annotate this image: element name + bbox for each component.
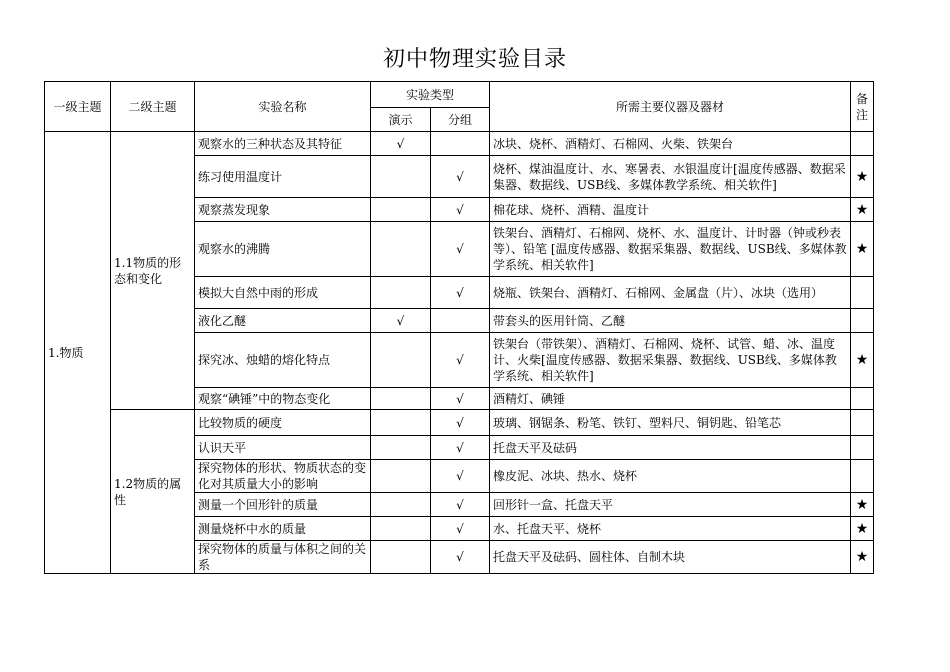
equipment-cell: 冰块、烧杯、酒精灯、石棉网、火柴、铁架台: [490, 132, 851, 156]
group-cell: √: [431, 436, 490, 460]
group-cell: √: [431, 517, 490, 541]
header-experiment-name: 实验名称: [195, 82, 371, 132]
experiment-name-cell: 观察“碘锤”中的物态变化: [195, 388, 371, 410]
demo-cell: [371, 410, 431, 436]
demo-cell: [371, 436, 431, 460]
group-cell: [431, 132, 490, 156]
header-level1: 一级主题: [45, 82, 111, 132]
demo-cell: [371, 541, 431, 574]
equipment-cell: 托盘天平及砝码: [490, 436, 851, 460]
note-star-cell: ★: [851, 198, 874, 222]
note-star-cell: ★: [851, 493, 874, 517]
demo-cell: [371, 493, 431, 517]
equipment-cell: 托盘天平及砝码、圆柱体、自制木块: [490, 541, 851, 574]
equipment-cell: 铁架台、酒精灯、石棉网、烧杯、水、温度计、计时器（钟或秒表等）、铅笔 [温度传感器、数据采集器、数据线、USB线、多媒体教学系统、相关软件]: [490, 222, 851, 277]
experiment-name-cell: 测量烧杯中水的质量: [195, 517, 371, 541]
demo-cell: [371, 333, 431, 388]
experiment-name-cell: 模拟大自然中雨的形成: [195, 277, 371, 309]
demo-cell: [371, 517, 431, 541]
equipment-cell: 玻璃、钢锯条、粉笔、铁钉、塑料尺、铜钥匙、铅笔芯: [490, 410, 851, 436]
experiment-name-cell: 观察水的三种状态及其特征: [195, 132, 371, 156]
note-star-cell: ★: [851, 517, 874, 541]
table-row: [45, 132, 874, 156]
equipment-cell: 烧杯、煤油温度计、水、寒暑表、水银温度计[温度传感器、数据采集器、数据线、USB线、多媒体教学系统、相关软件]: [490, 156, 851, 198]
demo-cell: [371, 198, 431, 222]
experiment-table: [44, 81, 874, 574]
experiment-name-cell: 探究冰、烛蜡的熔化特点: [195, 333, 371, 388]
experiment-name-cell: 探究物体的质量与体积之间的关系: [195, 541, 371, 574]
header-experiment-type: 实验类型: [371, 82, 490, 108]
table-row: [45, 410, 874, 436]
header-demo: 演示: [371, 108, 431, 132]
level2-topic-cell: 1.2物质的属性: [111, 410, 195, 574]
experiment-name-cell: 液化乙醚: [195, 309, 371, 333]
level2-topic-cell: 1.1物质的形态和变化: [111, 132, 195, 410]
note-star-cell: [851, 388, 874, 410]
equipment-cell: 回形针一盒、托盘天平: [490, 493, 851, 517]
header-equipment: 所需主要仪器及器材: [490, 82, 851, 132]
equipment-cell: 铁架台（带铁架）、酒精灯、石棉网、烧杯、试管、蜡、冰、温度计、火柴[温度传感器、数据采集器、数据线、USB线、多媒体教学系统、相关软件]: [490, 333, 851, 388]
group-cell: √: [431, 410, 490, 436]
equipment-cell: 酒精灯、碘锤: [490, 388, 851, 410]
group-cell: √: [431, 460, 490, 493]
note-star-cell: ★: [851, 222, 874, 277]
note-star-cell: [851, 277, 874, 309]
note-star-cell: [851, 436, 874, 460]
experiment-name-cell: 认识天平: [195, 436, 371, 460]
level1-topic-cell: 1.物质: [45, 132, 111, 574]
demo-cell: [371, 222, 431, 277]
experiment-name-cell: 探究物体的形状、物质状态的变化对其质量大小的影响: [195, 460, 371, 493]
demo-cell: [371, 277, 431, 309]
experiment-name-cell: 比较物质的硬度: [195, 410, 371, 436]
page-title: 初中物理实验目录: [382, 47, 567, 72]
group-cell: √: [431, 493, 490, 517]
header-note: 备注: [851, 82, 874, 132]
demo-cell: √: [371, 132, 431, 156]
note-star-cell: ★: [851, 333, 874, 388]
demo-cell: [371, 388, 431, 410]
note-star-cell: [851, 460, 874, 493]
group-cell: √: [431, 541, 490, 574]
note-star-cell: ★: [851, 541, 874, 574]
demo-cell: [371, 460, 431, 493]
experiment-name-cell: 测量一个回形针的质量: [195, 493, 371, 517]
experiment-name-cell: 观察水的沸腾: [195, 222, 371, 277]
demo-cell: √: [371, 309, 431, 333]
group-cell: √: [431, 198, 490, 222]
demo-cell: [371, 156, 431, 198]
note-star-cell: [851, 410, 874, 436]
equipment-cell: 水、托盘天平、烧杯: [490, 517, 851, 541]
group-cell: [431, 309, 490, 333]
header-level2: 二级主题: [111, 82, 195, 132]
table-header: [45, 82, 874, 132]
note-star-cell: ★: [851, 156, 874, 198]
group-cell: √: [431, 222, 490, 277]
header-group: 分组: [431, 108, 490, 132]
group-cell: √: [431, 156, 490, 198]
table-body: [45, 132, 874, 574]
group-cell: √: [431, 277, 490, 309]
group-cell: √: [431, 388, 490, 410]
note-star-cell: [851, 309, 874, 333]
group-cell: √: [431, 333, 490, 388]
equipment-cell: 棉花球、烧杯、酒精、温度计: [490, 198, 851, 222]
note-star-cell: [851, 132, 874, 156]
equipment-cell: 带套头的医用针筒、乙醚: [490, 309, 851, 333]
experiment-name-cell: 练习使用温度计: [195, 156, 371, 198]
equipment-cell: 烧瓶、铁架台、酒精灯、石棉网、金属盘（片）、冰块（选用）: [490, 277, 851, 309]
experiment-name-cell: 观察蒸发现象: [195, 198, 371, 222]
equipment-cell: 橡皮泥、冰块、热水、烧杯: [490, 460, 851, 493]
